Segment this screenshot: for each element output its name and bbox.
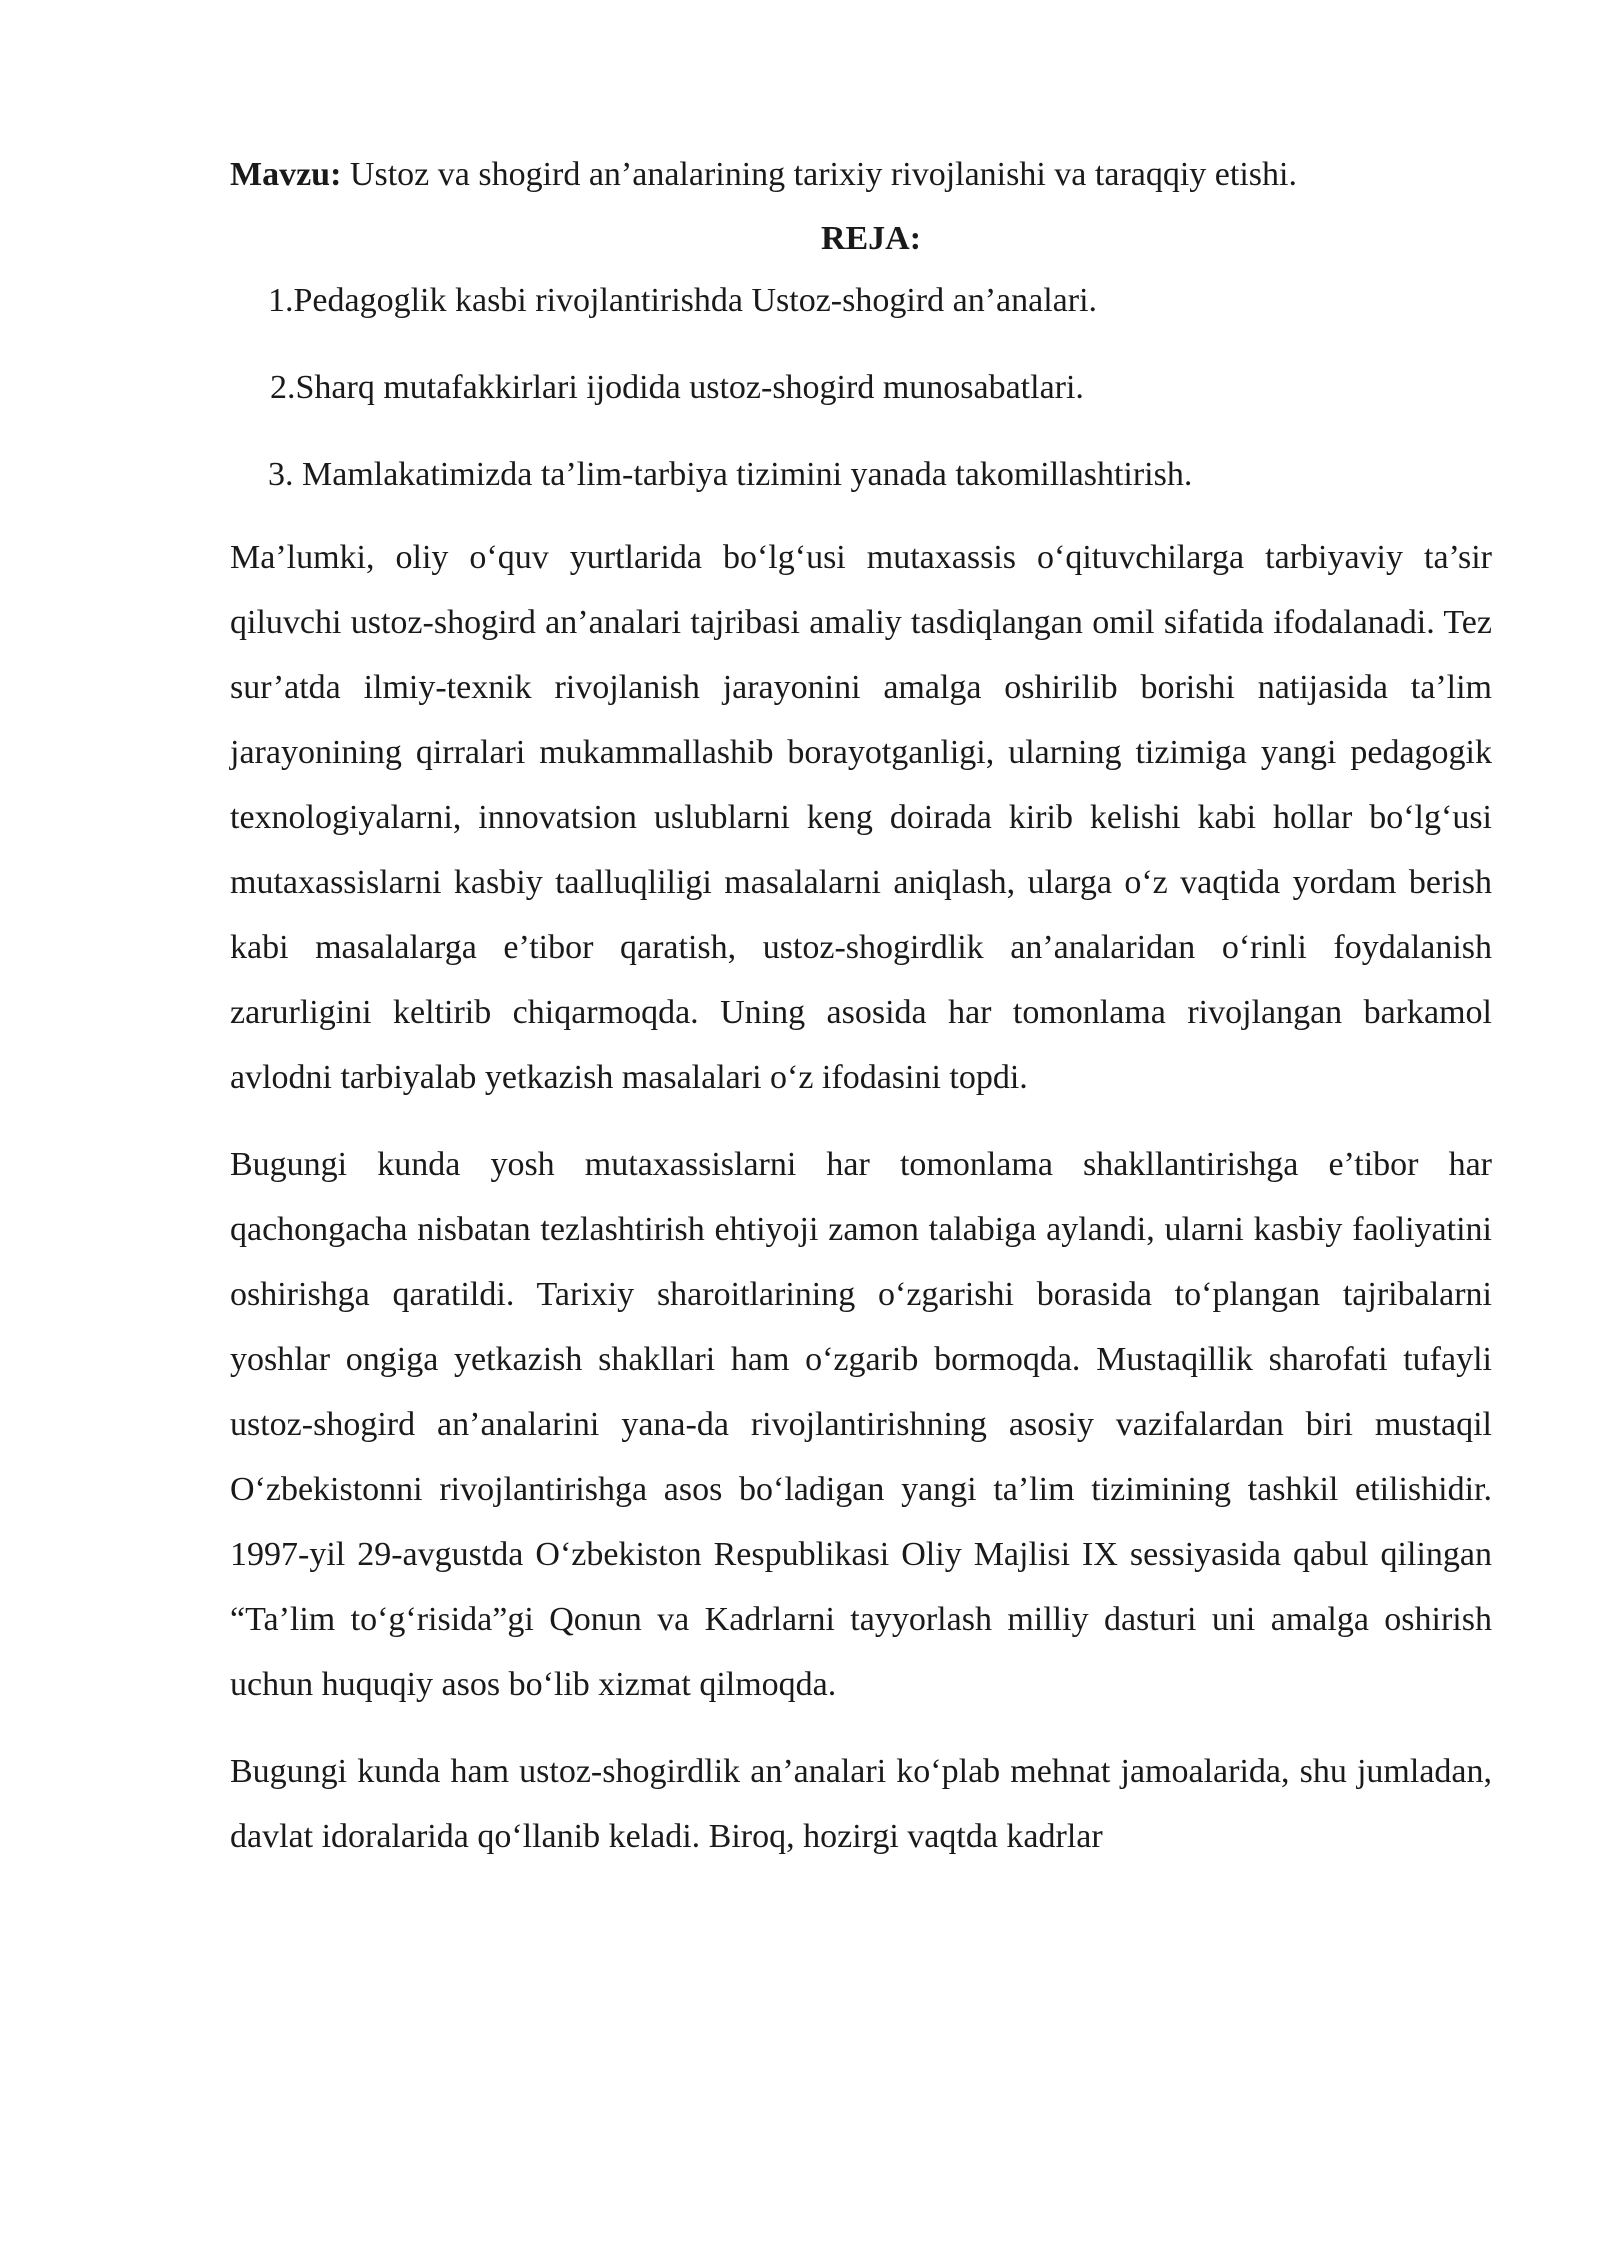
plan-item: 2.Sharq mutafakkirlari ijodida ustoz-shogird munosabatlari. <box>270 369 1084 406</box>
body-paragraph: Bugungi kunda ham ustoz-shogirdlik an’analari ko‘plab mehnat jamoalarida, shu jumladan, davlat idoralarida qo‘llanib keladi. Biroq, hozirgi vaqtda kadrlar <box>230 1753 1492 1855</box>
body-paragraph: Ma’lumki, oliy o‘quv yurtlarida bo‘lg‘usi mutaxassis o‘qituvchilarga tarbiyaviy ta’sir qiluvchi ustoz-shogird an’analari tajribasi amaliy tasdiqlangan omil sifatida ifodalanadi. Tez sur’atda ilmiy-texnik rivojlanish jarayonini amalga oshirilib borishi natijasida ta’lim jarayonining qirralari mukammallashib borayotganligi, ularning tizimiga yangi pedagogik texnologiyalarni, innovatsion uslublarni keng doirada kirib kelishi kabi hollar bo‘lg‘usi mutaxassislarni kasbiy taalluqliligi masalalarni aniqlash, ularga o‘z vaqtida yordam berish kabi masalalarga e’tibor qaratish, ustoz-shogirdlik an’analaridan o‘rinli foydalanish zarurligini keltirib chiqarmoqda. Uning asosida har tomonlama rivojlangan barkamol avlodni tarbiyalab yetkazish masalalari o‘z ifodasini topdi. <box>230 539 1492 1096</box>
topic-text: Ustoz va shogird an’analarining tarixiy rivojlanishi va taraqqiy etishi. <box>341 156 1297 193</box>
plan-heading: REJA: <box>820 220 922 257</box>
document-body <box>230 148 1492 1869</box>
topic-label: Mavzu: <box>230 156 342 193</box>
body-paragraph: Bugungi kunda yosh mutaxassislarni har tomonlama shakllantirishga e’tibor har qachongacha nisbatan tezlashtirish ehtiyoji zamon talabiga aylandi, ularni kasbiy faoliyatini oshirishga qaratildi. Tarixiy sharoitlarining o‘zgarishi borasida to‘plangan tajribalarni yoshlar ongiga yetkazish shakllari ham o‘zgarib bormoqda. Mustaqillik sharofati tufayli ustoz-shogird an’analarini yana-da rivojlantirishning asosiy vazifalardan biri mustaqil O‘zbekistonni rivojlantirishga asos bo‘ladigan yangi ta’lim tizimining tashkil etilishidir. 1997-yil 29-avgustda O‘zbekiston Respublikasi Oliy Majlisi IX sessiyasida qabul qilingan “Ta’lim to‘g‘risida”gi Qonun va Kadrlarni tayyorlash milliy dasturi uni amalga oshirish uchun huquqiy asos bo‘lib xizmat qilmoqda. <box>230 1146 1492 1703</box>
plan-item: 1.Pedagoglik kasbi rivojlantirishda Ustoz-shogird an’analari. <box>268 282 1098 319</box>
plan-list <box>230 274 1492 502</box>
plan-item: 3. Mamlakatimizda ta’lim-tarbiya tizimini yanada takomillashtirish. <box>268 456 1193 493</box>
topic-line <box>230 148 1492 202</box>
